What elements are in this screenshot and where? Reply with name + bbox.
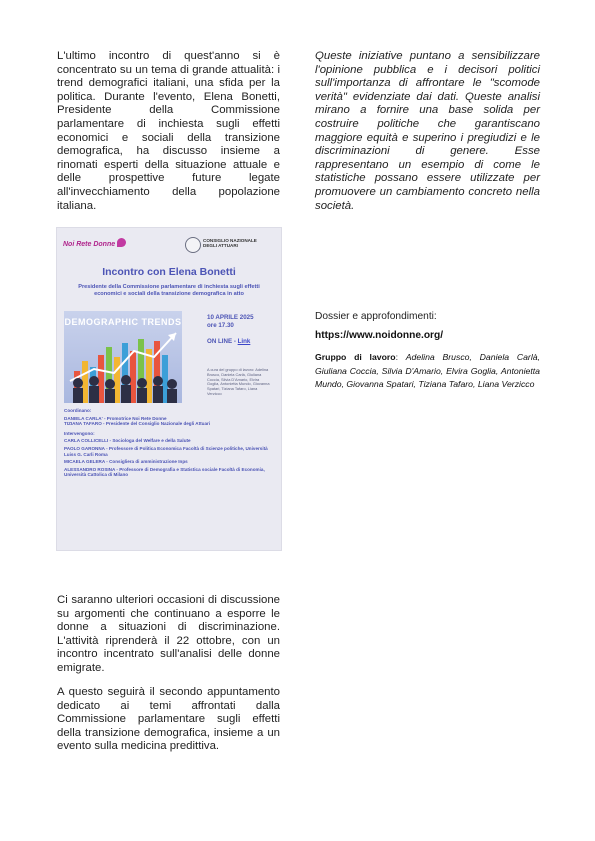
coordinator-item: DANIELA CARLA' - Promotrice Noi Rete Donne: [64, 415, 167, 421]
speakers-heading: Intervengono:: [64, 430, 95, 436]
speaker-item: CARLA COLLICELLI - Sociologa del Welfare e della Salute: [64, 438, 191, 444]
online-label: ON LINE -: [207, 338, 236, 345]
speaker-item: ALESSANDRO ROSINA - Professore di Demografia e Statistica sociale Facoltà di Economia, Università Cattolica di Milano: [64, 466, 265, 478]
work-group-label: Gruppo di lavoro: [315, 352, 396, 362]
seal-icon: [185, 237, 201, 253]
flower-icon: [117, 238, 126, 247]
logo-left-text: Noi Rete Donne: [63, 241, 116, 248]
cna-logo-text: CONSIGLIO NAZIONALE DEGLI ATTUARI: [203, 238, 257, 249]
speaker-item: PAOLO GARONNA - Professore di Politica Economica Facoltà di Scienze politiche, Università Luiss G. Carli Roma: [64, 445, 268, 457]
upcoming-events-paragraph: Ci saranno ulteriori occasioni di discussione su argomenti che continuano a esporre le donne a situazioni di discriminazione. L'attività riprenderà il 22 ottobre, con un incontro incentrato sull'analisi delle donne emigrate.: [57, 594, 280, 674]
demographic-trends-graphic: [64, 311, 182, 403]
graphic-title: DEMOGRAPHIC TRENDS: [64, 317, 182, 327]
event-date-day: 10 APRILE 2025: [207, 314, 254, 321]
coordinator-item: TIZIANA TAFARO - Presidente del Consiglio Nazionale degli Attuari: [64, 421, 211, 427]
poster-subtitle: Presidente della Commissione parlamentare di inchiesta sugli effetti economici e sociali della transizione demografica in atto: [78, 284, 260, 297]
dossier-link[interactable]: https://www.noidonne.org/: [315, 330, 444, 341]
poster-curated-by: A cura del gruppo di lavoro: Adelina Brusco, Daniela Carlà, Giuliana Coccia, Silvia D'Amario, Elvira Goglia, Antonietta Mundo, Giovanna Spatari, Tiziana Tafaro, Liana Verzicco: [207, 367, 270, 396]
work-group: [315, 351, 540, 392]
bar-chart-illustration: [64, 311, 182, 403]
event-poster: [56, 227, 282, 551]
event-link[interactable]: Link: [237, 338, 251, 345]
work-group-names: Adelina Brusco, Daniela Carlà, Giuliana Coccia, Silvia D'Amario, Elvira Goglia, Antonietta Mundo, Giovanna Spatari, Tiziana Tafaro, Liana Verzicco: [315, 352, 540, 390]
cna-logo: [185, 236, 269, 254]
poster-participants: [64, 408, 276, 478]
noi-rete-donne-logo: [63, 238, 126, 248]
online-info: [207, 338, 250, 345]
poster-title: Incontro con Elena Bonetti: [102, 266, 236, 278]
work-group-separator: :: [395, 352, 406, 362]
event-date: [207, 314, 254, 329]
event-time: ore 17.30: [207, 321, 234, 329]
coordinators-heading: Coordinano:: [64, 408, 92, 413]
intro-paragraph: L'ultimo incontro di quest'anno si è concentrato su un tema di grande attualità: i trend demografici italiani, una sfida per la politica. Durante l'evento, Elena Bonetti, Presidente della Commissione parlamentare di inchiesta sugli effetti economici e sociali della transizione demografica, ha discusso insieme a rinomati esperti della situazione attuale e delle prospettive future legate all'invecchiamento della popolazione italiana.: [57, 50, 280, 212]
initiatives-paragraph: Queste iniziative puntano a sensibilizzare l'opinione pubblica e i decisori politici sull'importanza di affrontare le "scomode verità" evidenziate dai dati. Queste analisi mirano a fornire una base solida per costruire politiche che garantiscano maggiore equità e superino i pregiudizi e le discriminazioni di genere. Esse rappresentano un esempio di come le statistiche possano essere utilizzate per promuovere un cambiamento concreto nella società.: [315, 50, 540, 212]
dossier-label: Dossier e approfondimenti:: [315, 311, 437, 322]
second-appointment-paragraph: A questo seguirà il secondo appuntamento dedicato ai temi affrontati dalla Commissione parlamentare sugli effetti della transizione demografica, insieme a un evento sulla medicina predittiva.: [57, 686, 280, 753]
speaker-item: MICAELA GELERA - Consigliera di amministrazione Inps: [64, 459, 188, 465]
